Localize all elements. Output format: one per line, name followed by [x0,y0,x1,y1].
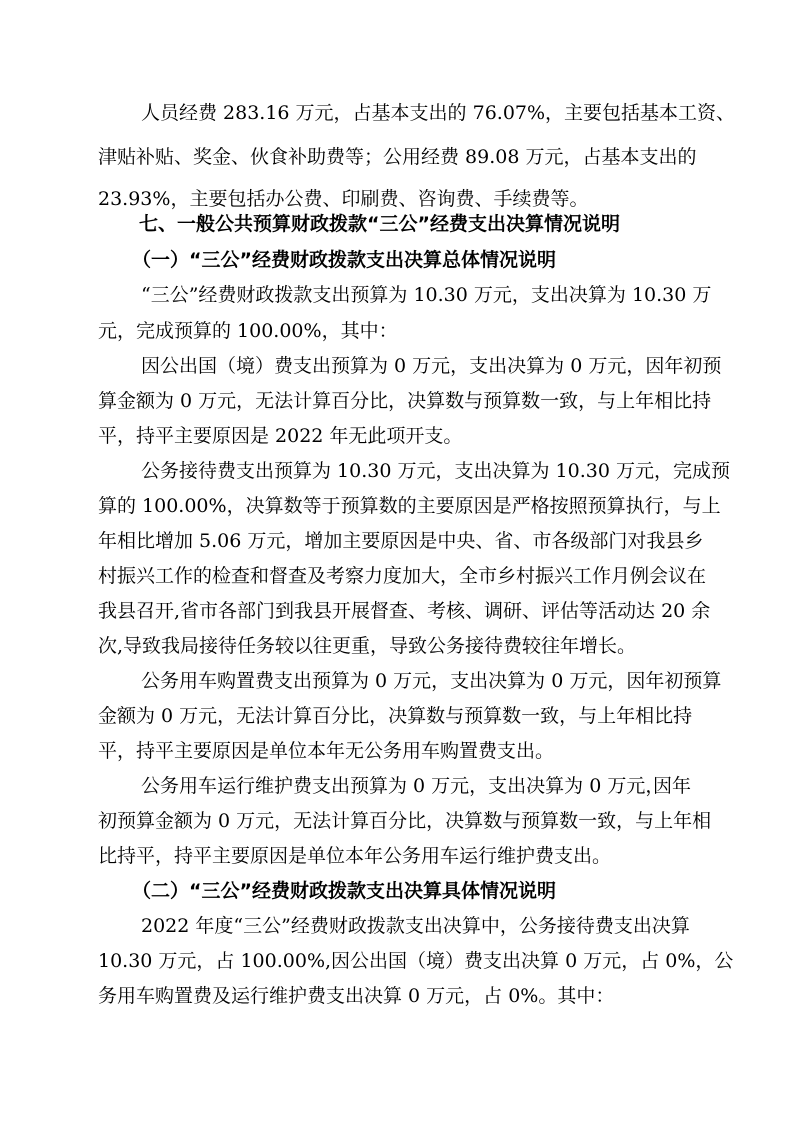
subsection-two-heading [0,874,793,908]
abroad-line-1 [0,349,793,383]
text-run: 因公出国（境）费支出预算为 0 万元，支出决算为 0 万元，因年初预 [141,355,722,377]
reception-line-1 [0,454,793,488]
text-run: 算金额为 0 万元，无法计算百分比，决算数与预算数一致，与上年相比持 [98,390,712,412]
text-run: 10.30 万元，占 100.00%,因公出国（境）费支出决算 0 万元，占 0%，公 [98,950,734,972]
subsection-title: （二）“三公”经费财政拨款支出决算具体情况说明 [132,880,556,902]
text-run: 年相比增加 5.06 万元，增加主要原因是中央、省、市各级部门对我县乡 [98,530,704,552]
text-run: 比持平，持平主要原因是单位本年公务用车运行维护费支出。 [98,845,612,867]
overall-line-1 [0,278,793,312]
vehicle-purchase-line-3 [0,734,793,768]
specific-line-2 [0,944,793,978]
text-run: 村振兴工作的检查和督查及考察力度加大，全市乡村振兴工作月例会议在 [98,565,707,587]
text-run: 公务接待费支出预算为 10.30 万元，支出决算为 10.30 万元，完成预 [141,460,730,482]
text-run: 因年 [653,775,692,797]
reception-line-4 [0,559,793,593]
abroad-line-2 [0,384,793,418]
text-run: 我县召开,省市各部门到我县开展督查、考核、调研、评估等活动达 20 余 [98,600,711,622]
vehicle-operation-line-1 [0,769,793,803]
reception-line-6 [0,629,793,663]
text-run: 元，完成预算的 100.00%，其中： [98,320,398,342]
text-run: 次,导致我局接待任务较以往更重，导致公务接待费较往年增长。 [98,635,637,657]
vehicle-operation-line-3 [0,839,793,873]
text-run: 务用车购置费及运行维护费支出决算 0 万元，占 0%。其中： [98,985,615,1007]
text-run: 初预算金额为 0 万元，无法计算百分比，决算数与预算数一致，与上年相 [98,810,712,832]
text-run: 平，持平主要原因是单位本年无公务用车购置费支出。 [98,740,555,762]
text-run: 公务用车运行维护费支出预算为 0 万元，支出决算为 0 万元， [141,775,665,797]
specific-line-1 [0,909,793,943]
intro-line-2 [0,140,793,174]
section-title: 七、一般公共预算财政拨款“三公”经费支出决算情况说明 [139,213,620,235]
reception-line-5 [0,594,793,628]
text-run: 津贴补贴、奖金、伙食补助费等；公用经费 89.08 万元，占基本支出的 [98,146,697,168]
reception-line-2 [0,489,793,523]
text-run: 平，持平主要原因是 2022 年无此项开支。 [98,425,463,447]
text-run: 人员经费 283.16 万元，占基本支出的 76.07%，主要包括基本工资、 [141,102,736,124]
specific-line-3 [0,979,793,1013]
subsection-title: （一）“三公”经费财政拨款支出决算总体情况说明 [132,249,556,271]
abroad-line-3 [0,419,793,453]
reception-line-3 [0,524,793,558]
text-run: 算的 100.00%，决算数等于预算数的主要原因是严格按照预算执行，与上 [98,495,721,517]
intro-line-1 [0,96,793,130]
overall-line-2 [0,314,793,348]
text-run: “三公”经费财政拨款支出预算为 10.30 万元，支出决算为 10.30 万 [141,284,712,306]
text-run: 金额为 0 万元，无法计算百分比，决算数与预算数一致，与上年相比持 [98,705,693,727]
vehicle-operation-line-2 [0,804,793,838]
text-run: 2022 年度“三公”经费财政拨款支出决算中，公务接待费支出决算 [141,915,690,937]
section-seven-heading [0,207,793,241]
vehicle-purchase-line-1 [0,664,793,698]
subsection-one-heading [0,243,793,277]
vehicle-purchase-line-2 [0,699,793,733]
text-run: 公务用车购置费支出预算为 0 万元，支出决算为 0 万元，因年初预算 [141,670,722,692]
text-run: 23.93%，主要包括办公费、印刷费、咨询费、手续费等。 [98,188,589,210]
